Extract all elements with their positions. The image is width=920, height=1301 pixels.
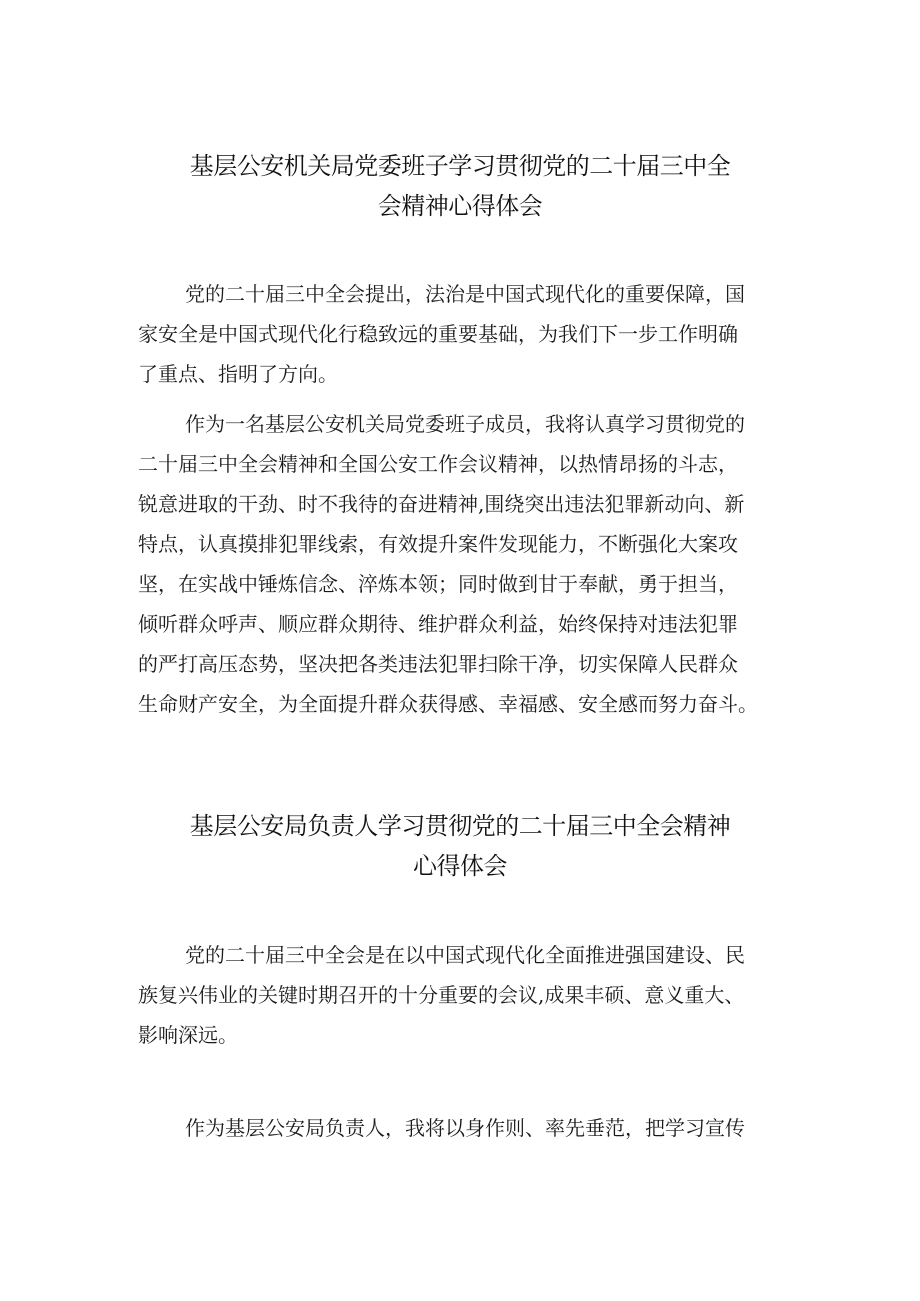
paragraph-line: 倾听群众呼声、顺应群众期待、维护群众利益，始终保持对违法犯罪 (138, 612, 738, 636)
title-line: 基层公安局负责人学习贯彻党的二十届三中全会精神 (189, 812, 731, 840)
paragraph-line: 作为基层公安局负责人，我将以身作则、率先垂范，把学习宣传 (185, 1116, 745, 1140)
paragraph (138, 404, 798, 724)
paragraph-line: 党的二十届三中全会是在以中国式现代化全面推进强国建设、民 (185, 943, 745, 967)
paragraph-line: 家安全是中国式现代化行稳致远的重要基础，为我们下一步工作明确 (138, 322, 738, 346)
paragraph-line: 坚，在实战中锤炼信念、淬炼本领；同时做到甘于奉献，勇于担当， (138, 572, 738, 596)
title-line: 心得体会 (413, 852, 507, 880)
paragraph-line: 党的二十届三中全会提出，法治是中国式现代化的重要保障，国 (185, 282, 745, 306)
paragraph (138, 274, 798, 394)
section-title (130, 146, 790, 226)
paragraph-line: 了重点、指明了方向。 (138, 362, 338, 386)
paragraph (138, 1108, 798, 1148)
section-title (130, 806, 790, 886)
paragraph-line: 生命财产安全，为全面提升群众获得感、幸福感、安全感而努力奋斗。 (138, 692, 758, 716)
title-line: 基层公安机关局党委班子学习贯彻党的二十届三中全 (189, 152, 731, 180)
paragraph-line: 锐意进取的干劲、时不我待的奋进精神,围绕突出违法犯罪新动向、新 (138, 492, 745, 516)
paragraph-line: 二十届三中全会精神和全国公安工作会议精神，以热情昂扬的斗志， (138, 452, 738, 476)
paragraph-line: 的严打高压态势，坚决把各类违法犯罪扫除干净，切实保障人民群众 (138, 652, 738, 676)
paragraph-line: 作为一名基层公安机关局党委班子成员，我将认真学习贯彻党的 (185, 412, 745, 436)
paragraph-line: 族复兴伟业的关键时期召开的十分重要的会议,成果丰硕、意义重大、 (138, 983, 745, 1007)
title-line: 会精神心得体会 (377, 192, 543, 220)
paragraph (138, 935, 798, 1055)
paragraph-line: 影响深远。 (138, 1023, 238, 1047)
paragraph-line: 特点，认真摸排犯罪线索，有效提升案件发现能力，不断强化大案攻 (138, 532, 738, 556)
